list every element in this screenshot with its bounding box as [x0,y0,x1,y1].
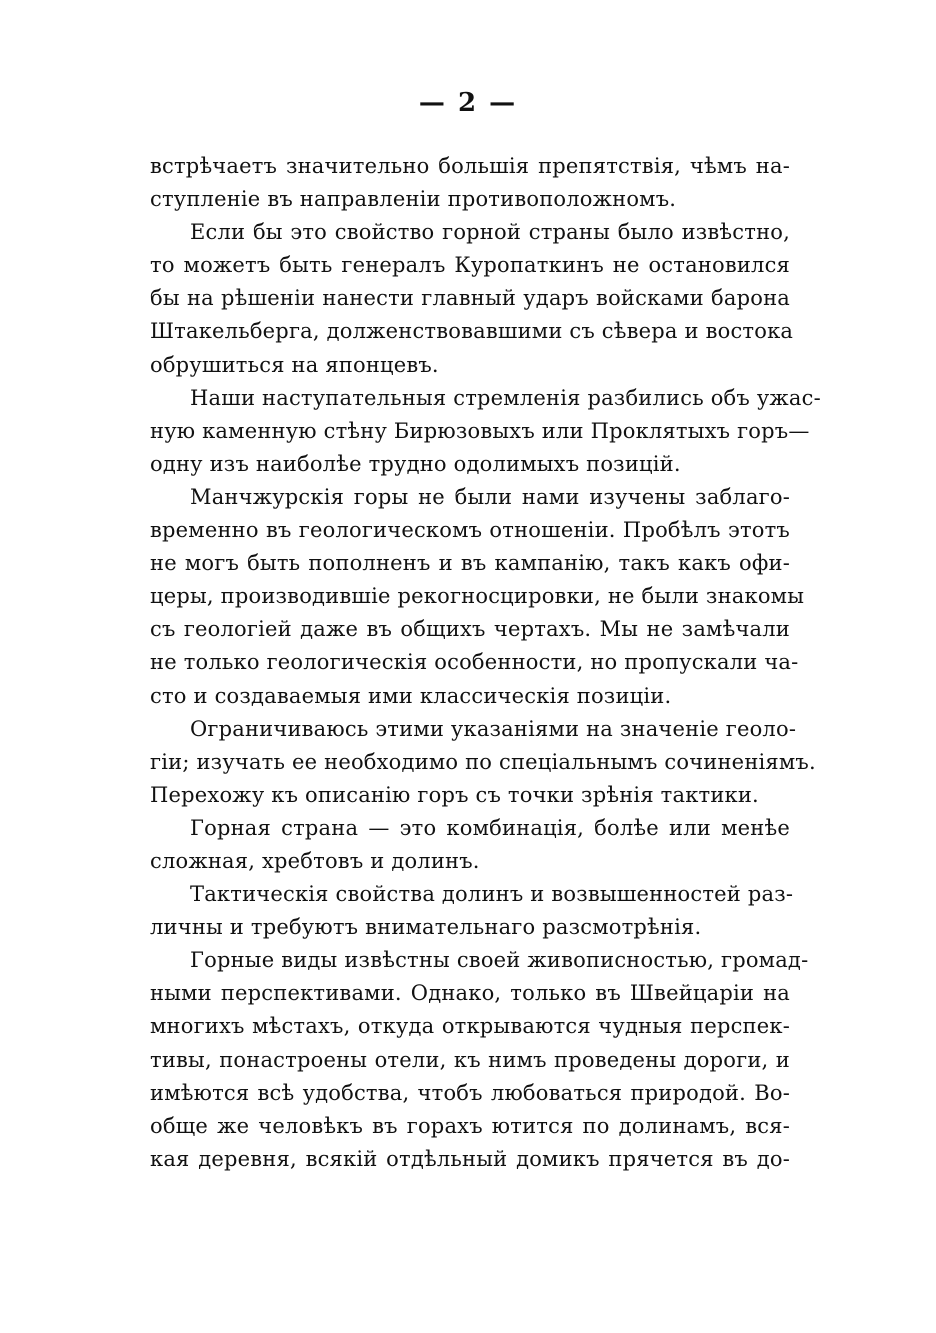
text-line: ную каменную стѣну Бирюзовыхъ или Проклятыхъ горъ— [150,418,810,443]
text-line: временно въ геологическомъ отношеніи. Пробѣлъ этотъ [150,518,790,543]
text-line: съ геологіей даже въ общихъ чертахъ. Мы не замѣчали [150,617,790,642]
text-line: церы, производившіе рекогносцировки, не были знакомы [150,584,805,609]
text-line: личны и требуютъ внимательнаго разсмотрѣнія. [150,915,702,940]
text-line: кая деревня, всякій отдѣльный домикъ прячется въ до- [150,1146,790,1171]
text-line: Штакельберга, долженствовавшими съ сѣвера и востока [150,319,794,344]
text-line: Тактическія свойства долинъ и возвышенностей раз- [190,882,794,907]
text-line: сто и создаваемыя ими классическія позиціи. [150,683,672,708]
text-line: Перехожу къ описанію горъ съ точки зрѣнія тактики. [150,782,759,807]
text-line: обрушиться на японцевъ. [150,352,439,377]
text-line: Ограничиваюсь этими указаніями на значеніе геоло- [190,716,797,741]
text-line: Манчжурскія горы не были нами изучены заблаго- [190,484,790,509]
text-line: обще же человѣкъ въ горахъ ютится по долинамъ, вся- [150,1113,790,1138]
text-line: Горная страна — это комбинація, болѣе или менѣе [190,815,790,840]
page-number-header: — 2 — [418,88,518,118]
body-text [150,150,821,1176]
text-line: одну изъ наиболѣе трудно одолимыхъ позицій. [150,451,681,476]
text-line: не только геологическія особенности, но пропускали ча- [150,650,799,675]
text-line: бы на рѣшеніи нанести главный ударъ войсками барона [150,286,790,311]
text-line: сложная, хребтовъ и долинъ. [150,848,480,873]
text-line: многихъ мѣстахъ, откуда открываются чудныя перспек- [150,1014,790,1039]
text-line: ными перспективами. Однако, только въ Швейцаріи на [150,981,790,1006]
text-line: то можетъ быть генералъ Куропаткинъ не остановился [150,253,790,278]
text-line: не могъ быть пополненъ и въ кампанію, такъ какъ офи- [150,551,790,576]
text-line: встрѣчаетъ значительно большія препятствія, чѣмъ на- [150,154,790,178]
text-line: гіи; изучать ее необходимо по спеціальнымъ сочиненіямъ. [150,749,816,774]
text-line: ступленіе въ направленіи противоположномъ. [150,187,677,212]
text-line: Наши наступательныя стремленія разбились объ ужас- [190,385,821,410]
text-line: Если бы это свойство горной страны было извѣстно, [190,220,790,245]
text-line: тивы, понастроены отели, къ нимъ проведены дороги, и [150,1047,790,1072]
text-line: имѣются всѣ удобства, чтобъ любоваться природой. Во- [150,1080,790,1105]
text-line: Горные виды извѣстны своей живописностью, громад- [190,948,809,973]
